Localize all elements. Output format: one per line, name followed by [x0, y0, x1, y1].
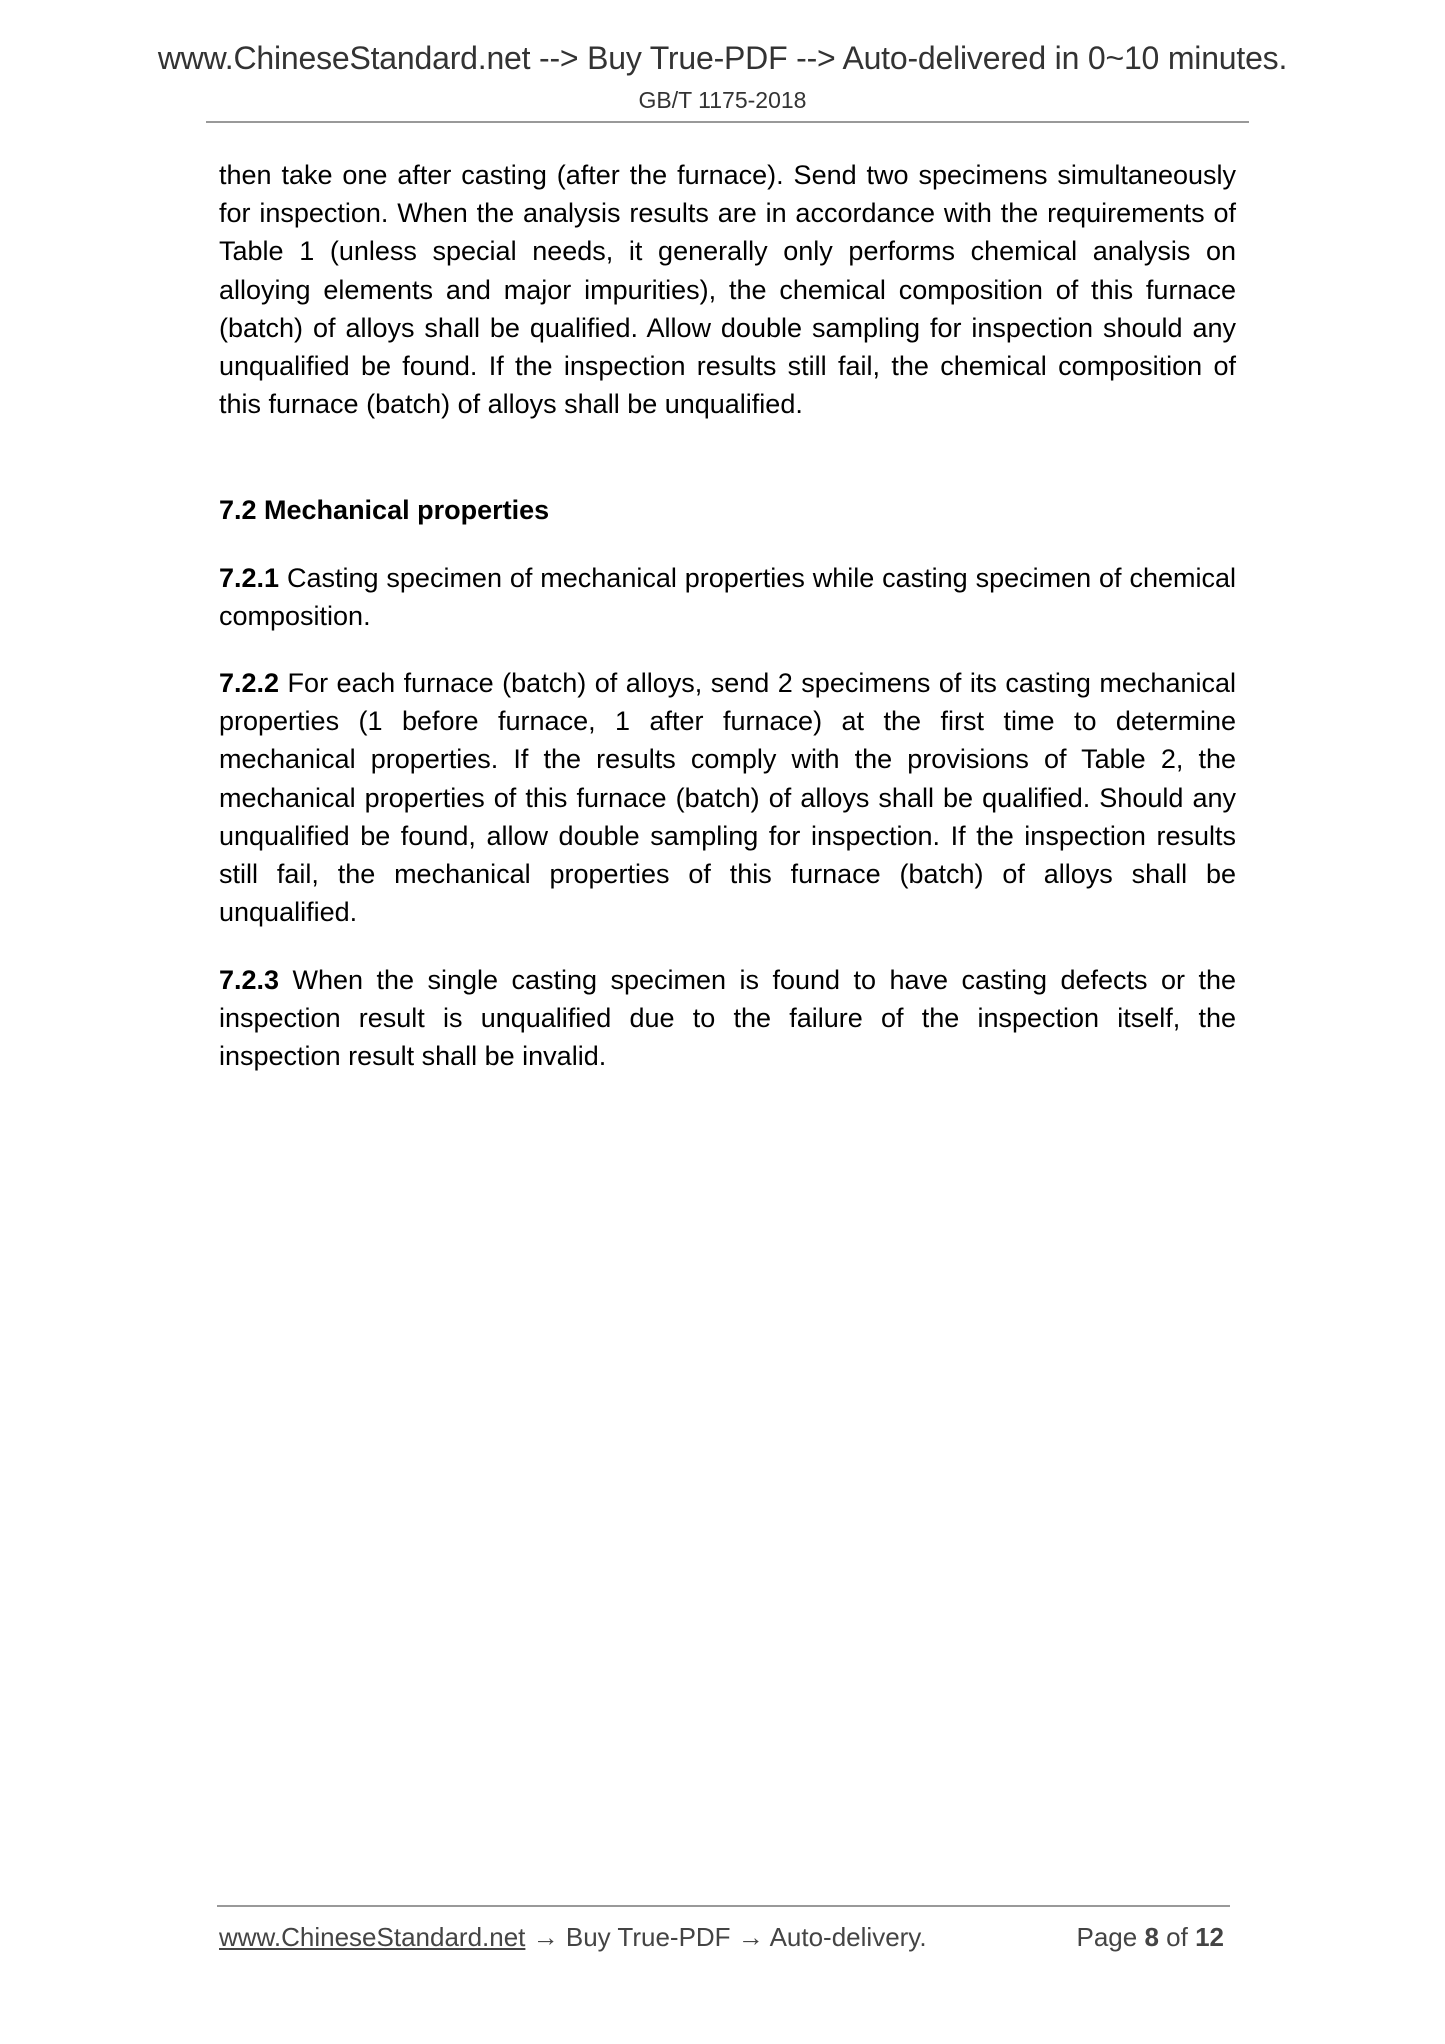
footer-site-link[interactable]: www.ChineseStandard.net [219, 1922, 526, 1952]
page-body [219, 156, 1236, 423]
standard-code: GB/T 1175-2018 [638, 87, 807, 113]
of-label: of [1166, 1922, 1188, 1952]
clause-text: For each furnace (batch) of alloys, send 2 specimens of its casting mechanical properties (1 before furnace, 1 after furnace) at the first time to determine mechanical properties. If the results comply with the provisions of Table 2, the mechanical properties of this furnace (batch) of alloys shall be qualified. Should any unqualified be found, allow double sampling for inspection. If the inspection results still fail, the mechanical properties of this furnace (batch) of alloys shall be unqualified. [219, 668, 1236, 928]
page-indicator [1076, 1922, 1224, 1953]
footer-tagline: → Buy True-PDF → Auto-delivery. [525, 1922, 927, 1952]
page-current: 8 [1144, 1922, 1159, 1952]
clause-text: Casting specimen of mechanical properties while casting specimen of chemical composition. [219, 563, 1236, 632]
clause-text: When the single casting specimen is found to have casting defects or the inspection result is unqualified due to the failure of the inspection itself, the inspection result shall be invalid. [219, 965, 1236, 1072]
header-banner: www.ChineseStandard.net --> Buy True-PDF --> Auto-delivered in 0~10 minutes. [157, 40, 1288, 76]
clause-7-2-3 [219, 961, 1236, 1076]
clause-7-2-2 [219, 664, 1236, 931]
section-heading: 7.2 Mechanical properties [219, 495, 550, 525]
footer-left [219, 1922, 927, 1953]
footer-divider [217, 1905, 1230, 1907]
clause-number: 7.2.2 [219, 668, 280, 698]
page-label: Page [1076, 1922, 1138, 1952]
clause-number: 7.2.1 [219, 563, 280, 593]
page-total: 12 [1195, 1922, 1224, 1952]
clause-7-2-1 [219, 559, 1236, 635]
clause-number: 7.2.3 [219, 965, 280, 995]
intro-paragraph: then take one after casting (after the furnace). Send two specimens simultaneously for inspection. When the analysis results are in accordance with the requirements of Table 1 (unless special needs, it generally only performs chemical analysis on alloying elements and major impurities), the chemical composition of this furnace (batch) of alloys shall be qualified. Allow double sampling for inspection should any unqualified be found. If the inspection results still fail, the chemical composition of this furnace (batch) of alloys shall be unqualified. [219, 160, 1236, 420]
header-divider [206, 121, 1249, 123]
